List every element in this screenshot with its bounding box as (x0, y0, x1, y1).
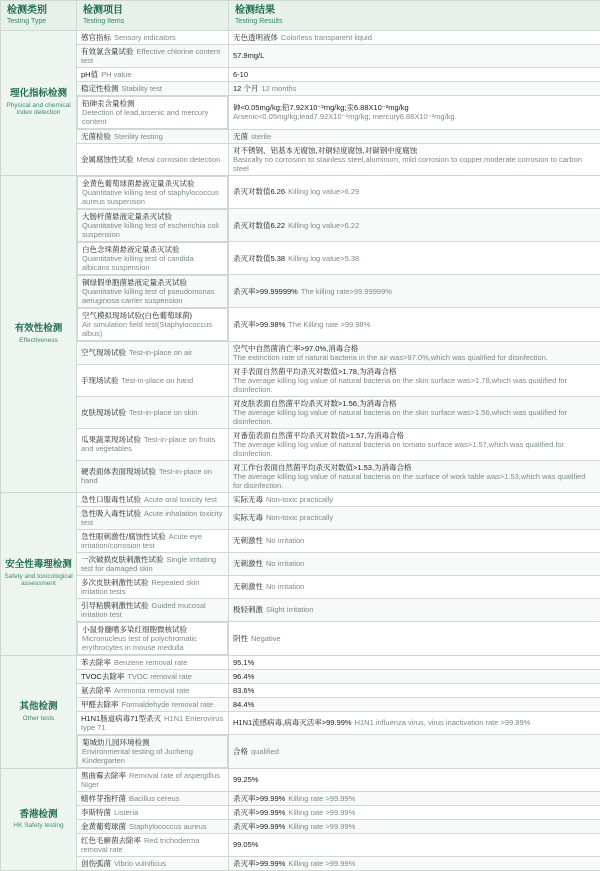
testing-item-cell (77, 552, 229, 575)
table-row (1, 275, 600, 308)
testing-result-cn: 杀灭率>99.98% (233, 320, 285, 329)
testing-result-cell (229, 655, 600, 669)
testing-result-cn: 99.25% (233, 775, 258, 784)
testing-result-cn: 95.1% (233, 658, 254, 667)
testing-result-cn: 杀灭率>99.99% (233, 794, 285, 803)
testing-item-en: H1N1 Enterovirus type 71 (81, 714, 223, 732)
testing-item-cn: 急性口服毒性试验 (81, 495, 141, 504)
testing-result-en: The average killing log value of natural bacteria on the skin surface was>1.56,which was qualified for disinfection. (233, 408, 596, 426)
category-label-cn: 香港检测 (4, 809, 73, 820)
testing-item-cell (77, 669, 229, 683)
testing-item-cn: pH值 (81, 70, 98, 79)
testing-result-cn: 杀灭率>99.99999% (233, 287, 298, 296)
testing-result-en: Killing log value>5.38 (288, 254, 359, 263)
category-label-en: Other tests (4, 715, 73, 722)
table-row (1, 529, 600, 552)
testing-item-en: Acute oral toxicity test (144, 495, 217, 504)
testing-item-cn: 甲醛去除率 (81, 700, 119, 709)
testing-item-en: Repeated skin irritation tests (81, 578, 199, 596)
testing-item-cell (77, 856, 229, 870)
table-body (1, 30, 600, 870)
testing-result-en: Negative (251, 634, 281, 643)
table-row (1, 575, 600, 598)
testing-result-cell (229, 552, 600, 575)
table-row (1, 598, 600, 621)
testing-item-cell (77, 341, 229, 364)
testing-item-cell (77, 129, 229, 143)
header-testing-items-cn: 检测项目 (83, 5, 222, 17)
testing-item-en: Removal rate of aspergillus Niger (81, 771, 220, 789)
testing-result-cn: 对手表面自然菌平均杀灭对数值>1.78,为消毒合格 (233, 367, 397, 376)
testing-result-cn: 合格 (233, 747, 248, 756)
testing-result-cn: 实际无毒 (233, 495, 263, 504)
testing-item-en: Sensory indicators (114, 33, 176, 42)
category-cell (1, 175, 77, 492)
testing-item-cn: 白色念珠菌悬液定量杀灭试验 (82, 245, 180, 254)
testing-item-cn: 引导粘膜刺激性试验 (81, 601, 149, 610)
testing-result-cell (229, 175, 600, 209)
testing-result-cn: 无刺激性 (233, 582, 263, 591)
testing-result-en: Killing log value>6.22 (288, 221, 359, 230)
testing-result-cell (229, 308, 600, 342)
testing-result-cell (229, 711, 600, 734)
testing-item-cell (77, 655, 229, 669)
header-testing-type-en: Testing Type (7, 18, 70, 26)
testing-result-cell (229, 428, 600, 460)
testing-result-cn: H1N1流感病毒,病毒灭活率>99.99% (233, 718, 352, 727)
category-label-en: Effectiveness (4, 337, 73, 344)
testing-result-cell (229, 460, 600, 492)
testing-result-en: The extinction rate of natural bacteria in the air was>97.0%,which was qualified for disinfection. (233, 353, 596, 362)
testing-result-cn: 杀灭率>99.99% (233, 808, 285, 817)
testing-item-cn: 急性眼刺激性/腐蚀性试验 (81, 532, 166, 541)
header-testing-results-cn: 检测结果 (235, 5, 594, 17)
testing-item-cn: 多次皮肤刺激性试验 (81, 578, 149, 587)
testing-result-cell (229, 819, 600, 833)
testing-result-cell (229, 143, 600, 175)
testing-result-cn: 84.4% (233, 700, 254, 709)
testing-result-en: The Killing rate >99.98% (288, 320, 370, 329)
testing-item-en: Test-in-place on skin (129, 408, 197, 417)
testing-result-en: Killing rate >99.99% (288, 794, 355, 803)
testing-result-cn: 杀灭对数值6.22 (233, 221, 285, 230)
testing-result-cn: 无色透明液体 (233, 33, 278, 42)
testing-result-cn: 极轻刺激 (233, 605, 263, 614)
category-label-en: Safety and toxicological assessment (4, 573, 73, 588)
category-label-cn: 安全性毒理检测 (4, 559, 73, 570)
testing-item-en: Test-in-place on air (129, 348, 192, 357)
testing-result-cell (229, 95, 600, 129)
testing-item-cell (77, 143, 229, 175)
testing-item-en: Sterility testing (114, 132, 163, 141)
testing-item-cn: 黑曲霉去除率 (81, 771, 126, 780)
testing-item-en: Quantitative killing test of candida albicans suspension (82, 254, 223, 272)
testing-item-cell (77, 683, 229, 697)
category-cell (1, 655, 77, 768)
testing-result-cn: 无菌 (233, 132, 248, 141)
testing-item-cn: 硬表面体表面现场试验 (81, 467, 156, 476)
testing-item-en: Red trichoderma removal rate (81, 836, 199, 854)
table-row (1, 129, 600, 143)
testing-item-cn: 瓜果蔬菜现场试验 (81, 435, 141, 444)
table-row (1, 805, 600, 819)
testing-item-cell (77, 833, 229, 856)
testing-item-cn: 李斯特菌 (81, 808, 111, 817)
category-label-cn: 其他检测 (4, 701, 73, 712)
testing-item-cn: 铜绿假单胞菌悬液定量杀灭试验 (82, 278, 187, 287)
testing-item-cell (77, 697, 229, 711)
table-row (1, 669, 600, 683)
header-testing-items-en: Testing Items (83, 18, 222, 26)
testing-result-cell (229, 396, 600, 428)
testing-item-en: Staphylococcus aureus (129, 822, 207, 831)
testing-result-cn: 杀灭率>99.99% (233, 859, 285, 868)
category-label-cn: 理化指标检测 (4, 88, 73, 99)
testing-result-cell (229, 44, 600, 67)
table-row (1, 734, 600, 768)
testing-result-en: Basically no corrosion to stainless steel,aluminum, mild corrosion to copper,moderate corrosion to carbon steel (233, 155, 596, 173)
testing-result-cn: 57.9mg/L (233, 51, 264, 60)
testing-item-cell (77, 622, 228, 655)
testing-item-cn: 金属腐蚀性试验 (81, 155, 134, 164)
testing-result-en: sterile (251, 132, 271, 141)
testing-result-cell (229, 768, 600, 791)
testing-item-cn: 铅砷汞含量检测 (82, 99, 135, 108)
testing-item-cell (77, 575, 229, 598)
header-testing-items (77, 1, 229, 31)
testing-result-en: Slight irritation (266, 605, 314, 614)
table-row (1, 819, 600, 833)
category-cell (1, 30, 77, 175)
testing-result-cell (229, 506, 600, 529)
testing-result-en: No irritation (266, 536, 304, 545)
testing-result-cell (229, 492, 600, 506)
table-row (1, 711, 600, 734)
table-row (1, 30, 600, 44)
testing-result-en: Killing rate >99.99% (288, 859, 355, 868)
testing-item-en: Guided mucosal irritation test (81, 601, 206, 619)
table-row (1, 143, 600, 175)
testing-item-cn: TVOC去除率 (81, 672, 124, 681)
testing-item-en: Quantitative killing test of staphylococcus aureus suspension (82, 188, 223, 206)
testing-result-cell (229, 129, 600, 143)
table-header (1, 1, 600, 31)
testing-item-en: Bacillus cereus (129, 794, 179, 803)
testing-item-en: Benzene removal rate (114, 658, 187, 667)
testing-result-cn: 83.6% (233, 686, 254, 695)
testing-result-cell (229, 697, 600, 711)
testing-item-cn: 蜡样芽孢杆菌 (81, 794, 126, 803)
testing-result-cell (229, 669, 600, 683)
table-row (1, 242, 600, 275)
testing-item-en: Test-in-place on fruits and vegetables (81, 435, 215, 453)
testing-item-en: Quantitative killing test of pseudomonas aeruginosa carrier suspension (82, 287, 223, 305)
testing-result-cell (229, 734, 600, 768)
testing-item-en: Quantitative killing test of escherichia coli suspension (82, 221, 223, 239)
testing-result-cn: 99.05% (233, 840, 258, 849)
testing-item-cell (77, 176, 228, 209)
testing-result-cell (229, 209, 600, 242)
testing-result-en: Killing rate >99.99% (288, 822, 355, 831)
testing-item-cell (77, 81, 229, 95)
header-row (1, 1, 600, 31)
testing-item-cn: 红色毛廯菌去除率 (81, 836, 141, 845)
testing-item-cn: 皮肤现场试验 (81, 408, 126, 417)
testing-result-cell (229, 30, 600, 44)
testing-item-en: PH value (101, 70, 131, 79)
testing-result-en: Killing rate >99.99% (288, 808, 355, 817)
table-row (1, 856, 600, 870)
testing-item-cn: 稳定性检测 (81, 84, 119, 93)
testing-result-cn: 96.4% (233, 672, 254, 681)
testing-result-cell (229, 791, 600, 805)
testing-result-cell (229, 575, 600, 598)
table-row (1, 460, 600, 492)
testing-item-en: Acute eye irritation/corrosion test (81, 532, 202, 550)
testing-item-cell (77, 67, 229, 81)
category-label-cn: 有效性检测 (4, 323, 73, 334)
testing-item-cn: 感官指标 (81, 33, 111, 42)
table-row (1, 621, 600, 655)
testing-item-cell (77, 506, 229, 529)
testing-result-en: H1N1 influenza virus, virus inactivation rate >99.99% (355, 718, 531, 727)
testing-result-en: No irritation (266, 559, 304, 568)
testing-item-cell (77, 711, 229, 734)
testing-item-cell (77, 768, 229, 791)
testing-item-cell (77, 242, 228, 275)
testing-result-en: The average killing log value of natural bacteria on tomato surface was>1.57,which was qualified for disinfection. (233, 440, 596, 458)
testing-item-cn: H1N1肠道病毒71型杀灭 (81, 714, 161, 723)
testing-item-cell (77, 819, 229, 833)
testing-result-cell (229, 67, 600, 81)
table-row (1, 308, 600, 342)
testing-item-en: Metal corrosion detection (137, 155, 221, 164)
testing-item-en: Formaldehyde removal rate (122, 700, 214, 709)
table-row (1, 655, 600, 669)
testing-item-en: Micronucleus test of polychromatic erythrocytes in mouse medulla (82, 634, 223, 652)
testing-result-cell (229, 683, 600, 697)
testing-result-cn: 砷<0.05mg/kg;铅7.92X10⁻²mg/kg;汞6.88X10⁻²mg/kg (233, 103, 409, 112)
table-row (1, 341, 600, 364)
table-row (1, 506, 600, 529)
testing-result-en: Non-toxic practically (266, 513, 333, 522)
testing-result-en: Arsenic<0.05mg/kg;lead7.92X10⁻²mg/kg; mercury6.88X10⁻²mg/kg. (233, 112, 596, 121)
testing-result-cell (229, 833, 600, 856)
testing-result-cell (229, 364, 600, 396)
testing-result-cell (229, 242, 600, 275)
header-testing-type-cn: 检测类别 (7, 5, 70, 17)
testing-item-cell (77, 96, 228, 129)
testing-item-en: Effective chlorine content test (81, 47, 220, 65)
category-label-en: HK Safety testing (4, 822, 73, 829)
table-row (1, 697, 600, 711)
testing-result-cn: 6-10 (233, 70, 248, 79)
testing-result-cn: 无刺激性 (233, 536, 263, 545)
testing-item-en: Vibrio vulnificus (114, 859, 166, 868)
testing-result-en: The killing rate>99.99999% (301, 287, 392, 296)
table-row (1, 95, 600, 129)
testing-item-cn: 创伤弧菌 (81, 859, 111, 868)
testing-item-cn: 小鼠骨髓嗜多染红细胞微核试验 (82, 625, 187, 634)
testing-item-cn: 苯去除率 (81, 658, 111, 667)
testing-result-cn: 12 个月 (233, 84, 258, 93)
table-row (1, 67, 600, 81)
testing-item-cn: 无菌检验 (81, 132, 111, 141)
table-row (1, 428, 600, 460)
table-row (1, 768, 600, 791)
testing-item-cell (77, 460, 229, 492)
category-cell (1, 768, 77, 870)
testing-item-cell (77, 396, 229, 428)
table-row (1, 81, 600, 95)
table-row (1, 175, 600, 209)
table-row (1, 552, 600, 575)
testing-item-en: Test-in-place on hand (81, 467, 212, 485)
testing-item-en: Environmental testing of Jucheng Kindergarten (82, 747, 223, 765)
testing-item-cell (77, 598, 229, 621)
testing-result-cell (229, 856, 600, 870)
testing-item-cell (77, 428, 229, 460)
testing-item-en: Listeria (114, 808, 138, 817)
testing-item-cell (77, 805, 229, 819)
testing-result-cn: 杀灭对数值6.26 (233, 187, 285, 196)
testing-item-cell (77, 30, 229, 44)
header-testing-type (1, 1, 77, 31)
testing-item-cell (77, 308, 228, 341)
testing-item-cn: 金黄葡萄球菌 (81, 822, 126, 831)
table-row (1, 209, 600, 242)
testing-result-cn: 阴性 (233, 634, 248, 643)
category-cell (1, 492, 77, 655)
testing-result-cn: 杀灭率>99.99% (233, 822, 285, 831)
testing-item-cn: 菊城幼儿园环境检测 (82, 738, 150, 747)
testing-item-en: Detection of lead,arsenic and mercury content (82, 108, 223, 126)
testing-item-cell (77, 364, 229, 396)
testing-item-en: Ammonia removal rate (114, 686, 189, 695)
testing-item-en: TVOC removal rate (127, 672, 192, 681)
testing-item-en: Stability test (122, 84, 162, 93)
category-label-en: Physical and chemical index detection (4, 102, 73, 117)
testing-item-cn: 金黄色葡萄球菌悬液定量杀灭试验 (82, 179, 195, 188)
testing-result-cell (229, 621, 600, 655)
testing-item-cell (77, 209, 228, 242)
testing-item-cn: 大肠杆菌悬液定量杀灭试验 (82, 212, 172, 221)
testing-result-cell (229, 529, 600, 552)
testing-result-cn: 对番茄表面自然菌平均杀灭对数值>1.57,为消毒合格 (233, 431, 404, 440)
header-testing-results-en: Testing Results (235, 18, 594, 26)
table-row (1, 791, 600, 805)
testing-result-cell (229, 341, 600, 364)
testing-item-cn: 有效氯含量试验 (81, 47, 134, 56)
testing-item-cell (77, 791, 229, 805)
testing-result-cn: 对不锈钢、铝基本无腐蚀,对铜轻度腐蚀,对碳钢中度腐蚀 (233, 146, 417, 155)
testing-item-cn: 急性吸入毒性试验 (81, 509, 141, 518)
testing-result-en: Killing log value>6.29 (288, 187, 359, 196)
testing-result-cn: 空气中自然菌消亡率>97.0%,消毒合格 (233, 344, 358, 353)
testing-result-cell (229, 805, 600, 819)
testing-result-cn: 对皮肤表面自然菌平均杀灭对数>1.56,为消毒合格 (233, 399, 397, 408)
testing-result-cn: 对工作台表面自然菌平均杀灭对数值>1.53,为消毒合格 (233, 463, 412, 472)
testing-item-cn: 一次破损皮肤刺激性试验 (81, 555, 164, 564)
table-row (1, 492, 600, 506)
testing-item-cn: 手现场试验 (81, 376, 119, 385)
testing-result-en: 12 months (261, 84, 296, 93)
testing-item-cell (77, 529, 229, 552)
testing-result-cn: 杀灭对数值5.38 (233, 254, 285, 263)
testing-result-en: The average killing log value of natural bacteria on the surface of work table was>1.53,which was qualified for disinfection. (233, 472, 596, 490)
testing-result-cell (229, 275, 600, 308)
testing-item-cn: 空气现场试验 (81, 348, 126, 357)
testing-result-cn: 实际无毒 (233, 513, 263, 522)
testing-item-cn: 氨去除率 (81, 686, 111, 695)
testing-item-en: Air simulation field test(Staphylococcus albus) (82, 320, 223, 338)
testing-item-cell (77, 44, 229, 67)
testing-result-en: Colorless transparent liquid (281, 33, 372, 42)
table-row (1, 44, 600, 67)
testing-result-cell (229, 598, 600, 621)
testing-item-cell (77, 275, 228, 308)
testing-result-cn: 无刺激性 (233, 559, 263, 568)
testing-item-cell (77, 492, 229, 506)
testing-item-en: Acute inhalation toxicity test (81, 509, 222, 527)
header-testing-results (229, 1, 600, 31)
testing-result-en: qualified (251, 747, 279, 756)
table-row (1, 364, 600, 396)
table-row (1, 833, 600, 856)
testing-result-en: Non-toxic practically (266, 495, 333, 504)
testing-result-cell (229, 81, 600, 95)
table-row (1, 396, 600, 428)
testing-item-cn: 空气模拟现场试验(白色葡萄球菌) (82, 311, 192, 320)
testing-result-en: No irritation (266, 582, 304, 591)
table-row (1, 683, 600, 697)
testing-item-en: Single irritating test for damaged skin (81, 555, 216, 573)
testing-item-cell (77, 735, 228, 768)
testing-result-en: The average killing log value of natural bacteria on the skin surface was>1.78,which was qualified for disinfection. (233, 376, 596, 394)
testing-item-en: Test-in-place on hand (122, 376, 194, 385)
